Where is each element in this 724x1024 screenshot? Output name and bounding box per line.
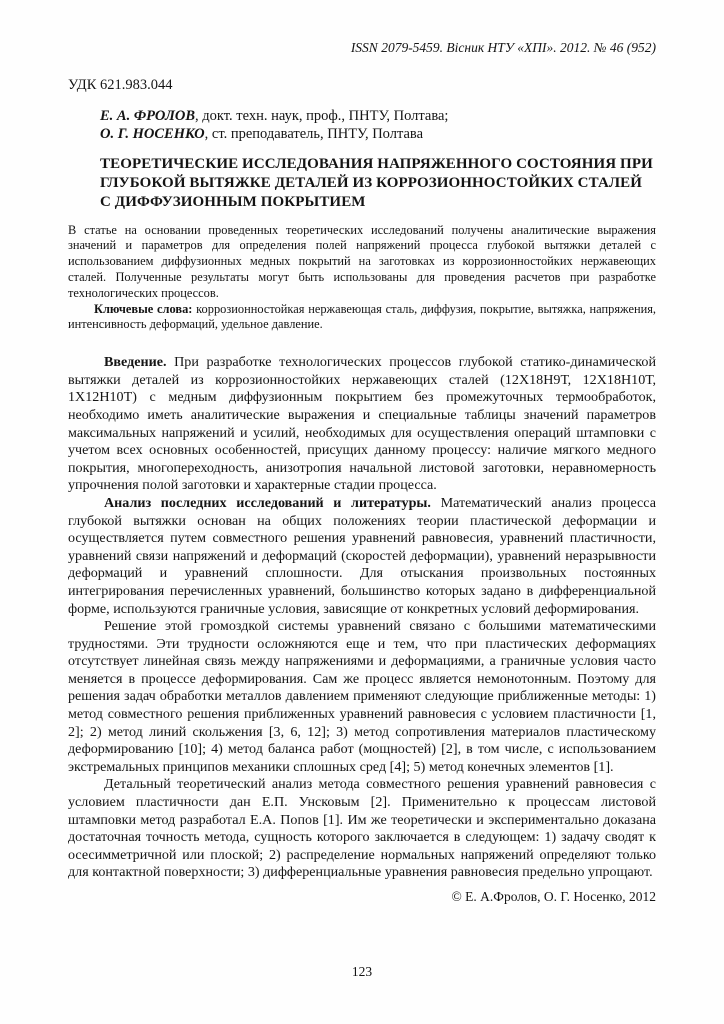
paragraph-text: Математический анализ процесса глубокой вытяжки основан на общих положениях теории пластической деформации и осуществляется путем совместного решения уравнений равновесия, уравнений пластичности, уравнений связи напряжений и деформаций (скоростей деформации), уравнений неразрывности деформаций и уравнений сплошности. Для отыскания произвольных постоянных интегрирования перечисленных уравнений, большинство которых задано в дифференциальной форме, используются граничные условия, зависящие от конкретных условий деформирования. [68, 494, 656, 617]
journal-issn-line: ISSN 2079-5459. Вісник НТУ «ХПІ». 2012. № 46 (952) [350, 40, 656, 55]
author-line [100, 126, 656, 144]
paragraph-text: Решение этой громоздкой системы уравнений связано с большими математическими трудностями. Эти трудности осложняются еще и тем, что при пластических деформациях отсутствует линейная связь между напряжениями и деформациями, а граничные условия часто меняется в процессе деформирования. Сам же процесс является немонотонным. Поэтому для решения задач обработки металлов давлением применяют следующие приближенные методы: 1) метод совместного решения приближенных уравнений равновесия с условием пластичности [1, 2]; 2) метод линий скольжения [3, 6, 12]; 3) метод сопротивления материалов пластическому деформированию [10]; 4) метод баланса работ (мощностей) [2], в том числе, с использованием экстремальных принципов механики сплошных сред [4]; 5) метод конечных элементов [1]. [68, 618, 656, 775]
keywords-text: коррозионностойкая нержавеющая сталь, диффузия, покрытие, вытяжка, напряжения, интенсивность деформаций, удельное давление. [68, 301, 657, 332]
page-number: 123 [351, 964, 373, 979]
abstract-text: В статье на основании проведенных теоретических исследований получены аналитические выражения значений и параметров для определения полей напряжений процесса глубокой вытяжки деталей с использованием диффузионных медных покрытий на заготовках из коррозионностойких нержавеющих сталей. Полученные результаты могут быть использованы для проведения расчетов при разработке технологических процессов. [68, 222, 656, 300]
author-line [100, 108, 656, 126]
author-details: , докт. техн. наук, проф., ПНТУ, Полтава; [195, 108, 449, 124]
keywords-label: Ключевые слова: [94, 301, 193, 316]
paragraph-lead: Анализ последних исследований и литературы. [104, 494, 431, 511]
article-title: ТЕОРЕТИЧЕСКИЕ ИССЛЕДОВАНИЯ НАПРЯЖЕННОГО СОСТОЯНИЯ ПРИ ГЛУБОКОЙ ВЫТЯЖКЕ ДЕТАЛЕЙ ИЗ КОРРОЗИОННОСТОЙКИХ СТАЛЕЙ С ДИФФУЗИОННЫМ ПОКРЫТИЕМ [100, 156, 653, 211]
copyright-line: © Е. А.Фролов, О. Г. Носенко, 2012 [451, 889, 656, 904]
keywords-line [68, 302, 656, 334]
author-details: , ст. преподаватель, ПНТУ, Полтава [204, 125, 424, 142]
author-name: О. Г. НОСЕНКО [100, 125, 205, 142]
authors-block [100, 108, 656, 143]
paragraph-introduction [68, 354, 656, 495]
udc-code: УДК 621.983.044 [68, 77, 173, 93]
paragraph-detailed-analysis [68, 776, 656, 882]
paragraph-solution [68, 618, 656, 776]
paragraph-text: При разработке технологических процессов глубокой статико-динамической вытяжки деталей из коррозионностойких нержавеющих сталей (12Х18Н9Т, 12Х18Н10Т, 1Х12Н10Т) с медным диффузионным покрытием без промежуточных термообработок, необходимо иметь аналитические выражения и специальные таблицы значений параметров максимальных напряжений и усилий, необходимых для осуществления операций штамповки с учетом всех основных особенностей, присущих данному процессу: наличие мягкого медного покрытия, многопереходность, анизотропия начальной листовой заготовки, неравномерность упрочнения полой заготовки и характерные стадии процесса. [68, 354, 656, 494]
paragraph-text: Детальный теоретический анализ метода совместного решения уравнений равновесия с условием пластичности дан Е.П. Унсковым [2]. Применительно к процессам листовой штамповки метод разработал Е.А. Попов [1]. Им же теоретически и экспериментально доказана достаточная точность метода, сущность которого заключается в следующем: 1) задачу сводят к осесимметричной или плоской; 2) распределение нормальных напряжений определяют только для контактной поверхности; 3) дифференциальные уравнения равновесия предельно упрощают. [68, 776, 656, 881]
paragraph-lead: Введение. [104, 354, 167, 371]
author-name: Е. А. ФРОЛОВ [100, 108, 196, 124]
abstract-block [68, 223, 656, 334]
article-body [68, 354, 656, 882]
paragraph-analysis [68, 495, 656, 618]
